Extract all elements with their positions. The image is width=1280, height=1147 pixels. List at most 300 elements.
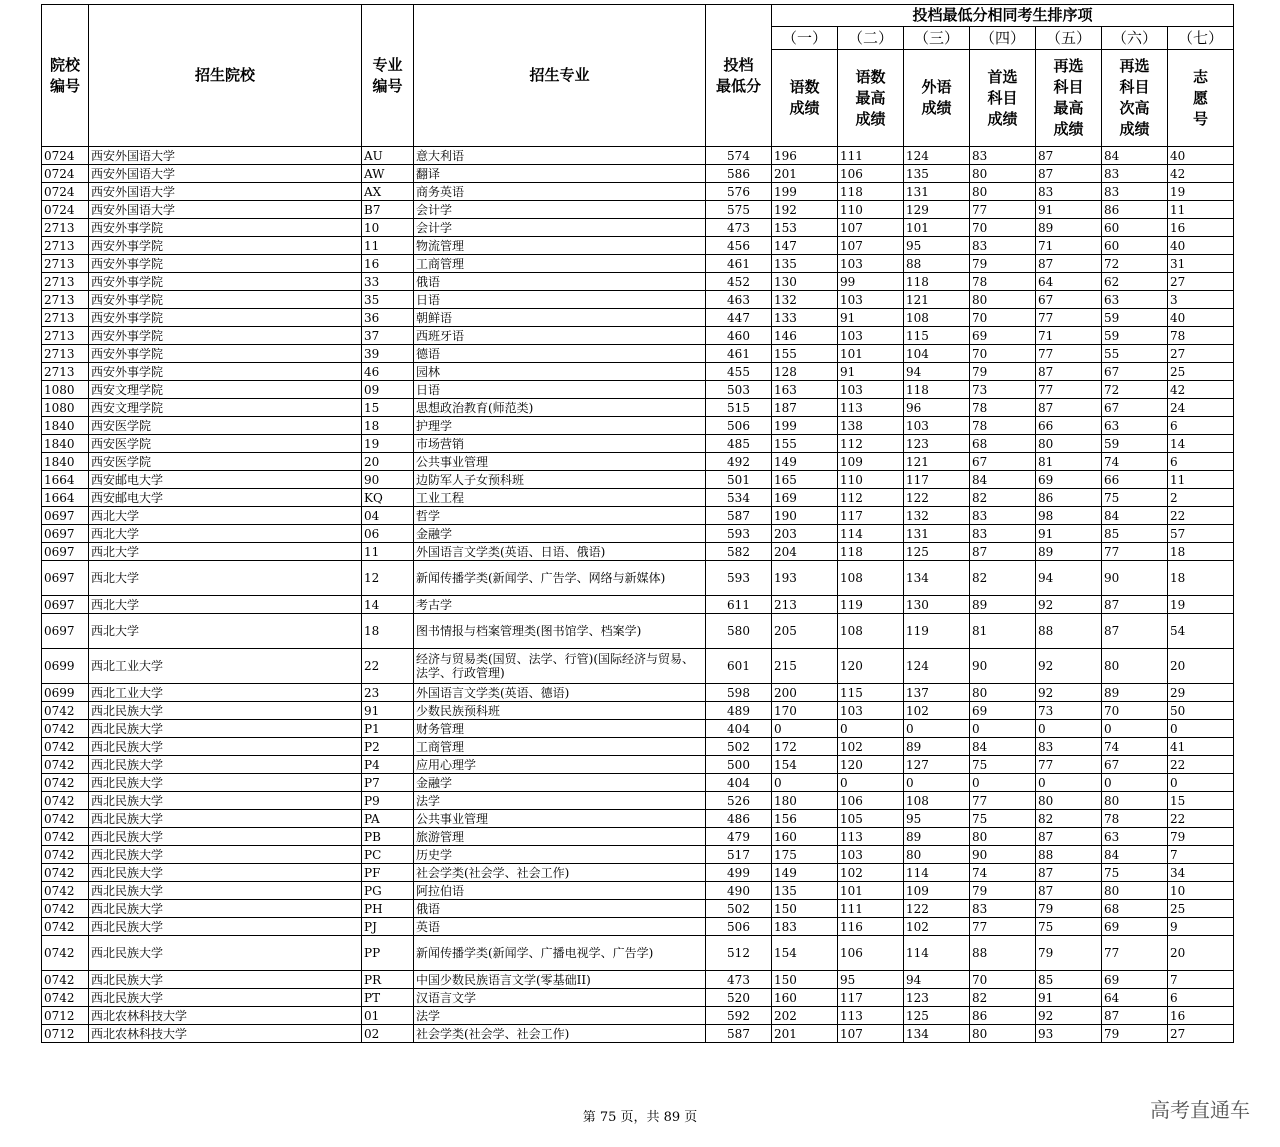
header-major-code (362, 5, 414, 147)
major-name: 德语 (414, 345, 706, 363)
school-name: 西北大学 (89, 525, 362, 543)
major-code: 91 (362, 702, 414, 720)
wish-number: 14 (1168, 435, 1234, 453)
table-header (42, 5, 1234, 147)
major-name: 俄语 (414, 900, 706, 918)
header-sub-1 (772, 50, 838, 147)
score-yushu: 201 (772, 1025, 838, 1043)
min-score: 461 (706, 255, 772, 273)
wish-number: 42 (1168, 165, 1234, 183)
header-order-7: （七） (1168, 27, 1234, 50)
score-reselect-second: 67 (1102, 756, 1168, 774)
score-foreign: 109 (904, 882, 970, 900)
score-yushu-max: 99 (838, 273, 904, 291)
score-reselect-max: 92 (1036, 596, 1102, 614)
wish-number: 20 (1168, 649, 1234, 684)
page-footer: 第 75 页，共 89 页 (582, 1110, 698, 1125)
wish-number: 31 (1168, 255, 1234, 273)
wish-number: 42 (1168, 381, 1234, 399)
school-name: 西北民族大学 (89, 882, 362, 900)
score-yushu: 201 (772, 165, 838, 183)
school-code: 0742 (42, 936, 89, 971)
major-code: PG (362, 882, 414, 900)
score-first-subject: 75 (970, 756, 1036, 774)
table-row (42, 201, 1234, 219)
score-yushu: 213 (772, 596, 838, 614)
score-yushu: 172 (772, 738, 838, 756)
score-yushu-max: 118 (838, 543, 904, 561)
major-name: 外国语言文学类(英语、德语) (414, 684, 706, 702)
score-yushu: 135 (772, 255, 838, 273)
major-code: AU (362, 147, 414, 165)
school-code: 0742 (42, 971, 89, 989)
score-yushu: 156 (772, 810, 838, 828)
table-row (42, 507, 1234, 525)
major-code: KQ (362, 489, 414, 507)
min-score: 404 (706, 720, 772, 738)
score-reselect-max: 77 (1036, 309, 1102, 327)
table-row (42, 864, 1234, 882)
school-name: 西安邮电大学 (89, 471, 362, 489)
school-code: 0742 (42, 989, 89, 1007)
school-name: 西北民族大学 (89, 738, 362, 756)
score-first-subject: 84 (970, 471, 1036, 489)
score-reselect-max: 66 (1036, 417, 1102, 435)
score-yushu-max: 115 (838, 684, 904, 702)
score-reselect-max: 92 (1036, 684, 1102, 702)
score-first-subject: 82 (970, 489, 1036, 507)
score-foreign: 122 (904, 900, 970, 918)
score-yushu-max: 113 (838, 399, 904, 417)
score-yushu-max: 103 (838, 327, 904, 345)
table-row (42, 900, 1234, 918)
major-name: 少数民族预科班 (414, 702, 706, 720)
score-reselect-second: 64 (1102, 989, 1168, 1007)
table-row (42, 345, 1234, 363)
school-code: 0742 (42, 864, 89, 882)
school-code: 1840 (42, 417, 89, 435)
header-major-code-label: 专业 编号 (372, 55, 403, 95)
score-yushu: 169 (772, 489, 838, 507)
score-yushu: 193 (772, 561, 838, 596)
score-reselect-second: 87 (1102, 1007, 1168, 1025)
wish-number: 22 (1168, 507, 1234, 525)
wish-number: 9 (1168, 918, 1234, 936)
table-row (42, 1007, 1234, 1025)
score-yushu-max: 112 (838, 435, 904, 453)
min-score: 463 (706, 291, 772, 309)
wish-number: 2 (1168, 489, 1234, 507)
score-yushu-max: 118 (838, 183, 904, 201)
school-name: 西北民族大学 (89, 936, 362, 971)
school-code: 2713 (42, 345, 89, 363)
score-first-subject: 69 (970, 702, 1036, 720)
score-yushu-max: 0 (838, 774, 904, 792)
school-code: 2713 (42, 327, 89, 345)
major-name: 考古学 (414, 596, 706, 614)
school-name: 西北民族大学 (89, 756, 362, 774)
score-yushu: 146 (772, 327, 838, 345)
score-yushu-max: 107 (838, 1025, 904, 1043)
min-score: 580 (706, 614, 772, 649)
table-row (42, 720, 1234, 738)
score-reselect-max: 87 (1036, 147, 1102, 165)
school-name: 西安外事学院 (89, 219, 362, 237)
major-name: 市场营销 (414, 435, 706, 453)
wish-number: 11 (1168, 471, 1234, 489)
table-row (42, 453, 1234, 471)
major-name: 经济与贸易类(国贸、法学、行管)(国际经济与贸易、法学、行政管理) (414, 649, 706, 684)
score-yushu: 199 (772, 417, 838, 435)
score-yushu-max: 113 (838, 828, 904, 846)
score-first-subject: 70 (970, 309, 1036, 327)
score-yushu: 132 (772, 291, 838, 309)
school-name: 西北大学 (89, 561, 362, 596)
min-score: 534 (706, 489, 772, 507)
header-order-5: （五） (1036, 27, 1102, 50)
score-first-subject: 79 (970, 255, 1036, 273)
wish-number: 15 (1168, 792, 1234, 810)
school-name: 西安外国语大学 (89, 201, 362, 219)
header-major: 招生专业 (414, 5, 706, 147)
score-foreign: 118 (904, 273, 970, 291)
score-foreign: 135 (904, 165, 970, 183)
school-name: 西北民族大学 (89, 989, 362, 1007)
school-name: 西北民族大学 (89, 774, 362, 792)
major-name: 阿拉伯语 (414, 882, 706, 900)
min-score: 489 (706, 702, 772, 720)
school-name: 西安外事学院 (89, 255, 362, 273)
school-name: 西安外事学院 (89, 327, 362, 345)
score-yushu-max: 108 (838, 561, 904, 596)
score-yushu-max: 103 (838, 291, 904, 309)
score-reselect-second: 55 (1102, 345, 1168, 363)
score-reselect-second: 67 (1102, 363, 1168, 381)
major-code: 36 (362, 309, 414, 327)
score-foreign: 102 (904, 918, 970, 936)
major-code: 04 (362, 507, 414, 525)
major-name: 历史学 (414, 846, 706, 864)
major-name: 公共事业管理 (414, 453, 706, 471)
table-row (42, 702, 1234, 720)
score-foreign: 121 (904, 291, 970, 309)
score-yushu: 135 (772, 882, 838, 900)
score-yushu: 150 (772, 900, 838, 918)
score-yushu: 187 (772, 399, 838, 417)
header-group-title: 投档最低分相同考生排序项 (772, 5, 1234, 27)
major-code: 39 (362, 345, 414, 363)
major-name: 工商管理 (414, 738, 706, 756)
major-code: P7 (362, 774, 414, 792)
major-code: P1 (362, 720, 414, 738)
school-name: 西安文理学院 (89, 399, 362, 417)
score-reselect-max: 77 (1036, 345, 1102, 363)
wish-number: 57 (1168, 525, 1234, 543)
score-reselect-max: 92 (1036, 649, 1102, 684)
major-code: P2 (362, 738, 414, 756)
school-code: 1664 (42, 489, 89, 507)
major-code: 19 (362, 435, 414, 453)
table-row (42, 471, 1234, 489)
score-first-subject: 82 (970, 989, 1036, 1007)
min-score: 517 (706, 846, 772, 864)
score-first-subject: 73 (970, 381, 1036, 399)
table-row (42, 936, 1234, 971)
score-reselect-second: 80 (1102, 649, 1168, 684)
school-code: 0742 (42, 756, 89, 774)
score-first-subject: 83 (970, 900, 1036, 918)
min-score: 512 (706, 936, 772, 971)
major-code: PT (362, 989, 414, 1007)
school-name: 西北民族大学 (89, 720, 362, 738)
min-score: 582 (706, 543, 772, 561)
table-row (42, 918, 1234, 936)
score-first-subject: 83 (970, 507, 1036, 525)
score-yushu: 149 (772, 453, 838, 471)
score-yushu: 205 (772, 614, 838, 649)
score-yushu-max: 109 (838, 453, 904, 471)
score-reselect-max: 87 (1036, 399, 1102, 417)
wish-number: 25 (1168, 363, 1234, 381)
school-code: 0742 (42, 810, 89, 828)
score-yushu: 175 (772, 846, 838, 864)
header-sub-4 (970, 50, 1036, 147)
score-yushu-max: 91 (838, 309, 904, 327)
score-yushu-max: 111 (838, 147, 904, 165)
score-yushu-max: 113 (838, 1007, 904, 1025)
score-foreign: 134 (904, 561, 970, 596)
min-score: 452 (706, 273, 772, 291)
major-name: 法学 (414, 792, 706, 810)
school-code: 1840 (42, 435, 89, 453)
score-foreign: 129 (904, 201, 970, 219)
score-reselect-second: 72 (1102, 255, 1168, 273)
header-sub-label: 首选 科目 成绩 (987, 67, 1018, 128)
score-yushu-max: 106 (838, 792, 904, 810)
score-reselect-second: 66 (1102, 471, 1168, 489)
school-code: 0742 (42, 720, 89, 738)
header-sub-6 (1102, 50, 1168, 147)
score-yushu-max: 101 (838, 345, 904, 363)
score-first-subject: 82 (970, 561, 1036, 596)
min-score: 501 (706, 471, 772, 489)
header-school-code-label: 院校 编号 (49, 55, 80, 95)
wish-number: 11 (1168, 201, 1234, 219)
min-score: 502 (706, 900, 772, 918)
header-sub-7 (1168, 50, 1234, 147)
score-yushu: 183 (772, 918, 838, 936)
school-name: 西安外国语大学 (89, 147, 362, 165)
wish-number: 22 (1168, 810, 1234, 828)
table-row (42, 363, 1234, 381)
wish-number: 34 (1168, 864, 1234, 882)
score-reselect-max: 64 (1036, 273, 1102, 291)
min-score: 587 (706, 1025, 772, 1043)
score-foreign: 95 (904, 237, 970, 255)
score-reselect-second: 83 (1102, 165, 1168, 183)
score-first-subject: 83 (970, 147, 1036, 165)
score-first-subject: 83 (970, 525, 1036, 543)
min-score: 503 (706, 381, 772, 399)
school-code: 0697 (42, 543, 89, 561)
score-reselect-second: 0 (1102, 720, 1168, 738)
score-first-subject: 80 (970, 1025, 1036, 1043)
wish-number: 78 (1168, 327, 1234, 345)
wish-number: 27 (1168, 273, 1234, 291)
score-foreign: 101 (904, 219, 970, 237)
school-name: 西北民族大学 (89, 971, 362, 989)
score-reselect-max: 87 (1036, 255, 1102, 273)
header-sub-label: 语数 成绩 (789, 78, 820, 117)
score-first-subject: 79 (970, 882, 1036, 900)
school-name: 西北大学 (89, 614, 362, 649)
score-reselect-max: 79 (1036, 936, 1102, 971)
score-first-subject: 70 (970, 971, 1036, 989)
score-reselect-second: 63 (1102, 417, 1168, 435)
score-reselect-second: 90 (1102, 561, 1168, 596)
header-order-2: （二） (838, 27, 904, 50)
score-reselect-max: 87 (1036, 882, 1102, 900)
major-code: 90 (362, 471, 414, 489)
wish-number: 18 (1168, 543, 1234, 561)
wish-number: 3 (1168, 291, 1234, 309)
score-reselect-max: 94 (1036, 561, 1102, 596)
score-yushu-max: 110 (838, 471, 904, 489)
score-yushu-max: 106 (838, 936, 904, 971)
header-min-score-label: 投档 最低分 (715, 55, 761, 95)
major-code: B7 (362, 201, 414, 219)
major-code: PC (362, 846, 414, 864)
table-row (42, 756, 1234, 774)
wish-number: 50 (1168, 702, 1234, 720)
major-name: 俄语 (414, 273, 706, 291)
score-reselect-max: 91 (1036, 201, 1102, 219)
major-name: 社会学类(社会学、社会工作) (414, 1025, 706, 1043)
score-yushu-max: 102 (838, 738, 904, 756)
score-reselect-max: 71 (1036, 237, 1102, 255)
major-name: 西班牙语 (414, 327, 706, 345)
score-reselect-max: 89 (1036, 219, 1102, 237)
score-foreign: 94 (904, 971, 970, 989)
major-name: 旅游管理 (414, 828, 706, 846)
school-code: 0724 (42, 147, 89, 165)
major-code: PJ (362, 918, 414, 936)
major-name: 汉语言文学 (414, 989, 706, 1007)
table-row (42, 810, 1234, 828)
score-yushu-max: 103 (838, 255, 904, 273)
score-yushu: 200 (772, 684, 838, 702)
school-code: 1080 (42, 381, 89, 399)
score-foreign: 114 (904, 864, 970, 882)
major-code: 35 (362, 291, 414, 309)
min-score: 461 (706, 345, 772, 363)
score-foreign: 103 (904, 417, 970, 435)
major-code: PH (362, 900, 414, 918)
score-reselect-second: 74 (1102, 738, 1168, 756)
score-reselect-second: 84 (1102, 846, 1168, 864)
school-code: 0724 (42, 165, 89, 183)
score-yushu-max: 117 (838, 507, 904, 525)
major-name: 工业工程 (414, 489, 706, 507)
min-score: 611 (706, 596, 772, 614)
table-row (42, 738, 1234, 756)
score-reselect-max: 0 (1036, 720, 1102, 738)
major-code: AW (362, 165, 414, 183)
major-name: 日语 (414, 381, 706, 399)
score-yushu-max: 116 (838, 918, 904, 936)
school-name: 西安外事学院 (89, 345, 362, 363)
major-name: 应用心理学 (414, 756, 706, 774)
wish-number: 18 (1168, 561, 1234, 596)
table-row (42, 309, 1234, 327)
school-name: 西北民族大学 (89, 846, 362, 864)
score-yushu: 133 (772, 309, 838, 327)
score-foreign: 137 (904, 684, 970, 702)
table-row (42, 596, 1234, 614)
score-foreign: 96 (904, 399, 970, 417)
score-yushu-max: 112 (838, 489, 904, 507)
min-score: 460 (706, 327, 772, 345)
score-yushu: 155 (772, 435, 838, 453)
min-score: 586 (706, 165, 772, 183)
score-first-subject: 84 (970, 738, 1036, 756)
score-first-subject: 75 (970, 810, 1036, 828)
score-first-subject: 78 (970, 399, 1036, 417)
score-first-subject: 80 (970, 165, 1036, 183)
school-code: 2713 (42, 291, 89, 309)
score-foreign: 124 (904, 649, 970, 684)
score-yushu-max: 107 (838, 219, 904, 237)
wish-number: 7 (1168, 971, 1234, 989)
major-code: 11 (362, 543, 414, 561)
table-row (42, 543, 1234, 561)
score-reselect-max: 75 (1036, 918, 1102, 936)
score-yushu: 192 (772, 201, 838, 219)
school-name: 西北民族大学 (89, 828, 362, 846)
wish-number: 7 (1168, 846, 1234, 864)
major-name: 金融学 (414, 525, 706, 543)
wish-number: 79 (1168, 828, 1234, 846)
score-reselect-max: 89 (1036, 543, 1102, 561)
school-code: 2713 (42, 363, 89, 381)
score-reselect-second: 87 (1102, 614, 1168, 649)
wish-number: 0 (1168, 774, 1234, 792)
score-yushu: 163 (772, 381, 838, 399)
table-row (42, 417, 1234, 435)
score-foreign: 104 (904, 345, 970, 363)
school-name: 西北民族大学 (89, 900, 362, 918)
min-score: 485 (706, 435, 772, 453)
major-code: 37 (362, 327, 414, 345)
score-reselect-max: 86 (1036, 489, 1102, 507)
major-name: 英语 (414, 918, 706, 936)
wish-number: 40 (1168, 237, 1234, 255)
major-code: PP (362, 936, 414, 971)
header-sub-5 (1036, 50, 1102, 147)
major-code: 46 (362, 363, 414, 381)
school-code: 0697 (42, 525, 89, 543)
major-name: 商务英语 (414, 183, 706, 201)
score-reselect-max: 98 (1036, 507, 1102, 525)
school-code: 2713 (42, 219, 89, 237)
score-first-subject: 90 (970, 846, 1036, 864)
score-reselect-max: 93 (1036, 1025, 1102, 1043)
score-yushu: 180 (772, 792, 838, 810)
score-reselect-second: 59 (1102, 309, 1168, 327)
score-yushu: 154 (772, 936, 838, 971)
school-name: 西安外事学院 (89, 273, 362, 291)
score-first-subject: 87 (970, 543, 1036, 561)
